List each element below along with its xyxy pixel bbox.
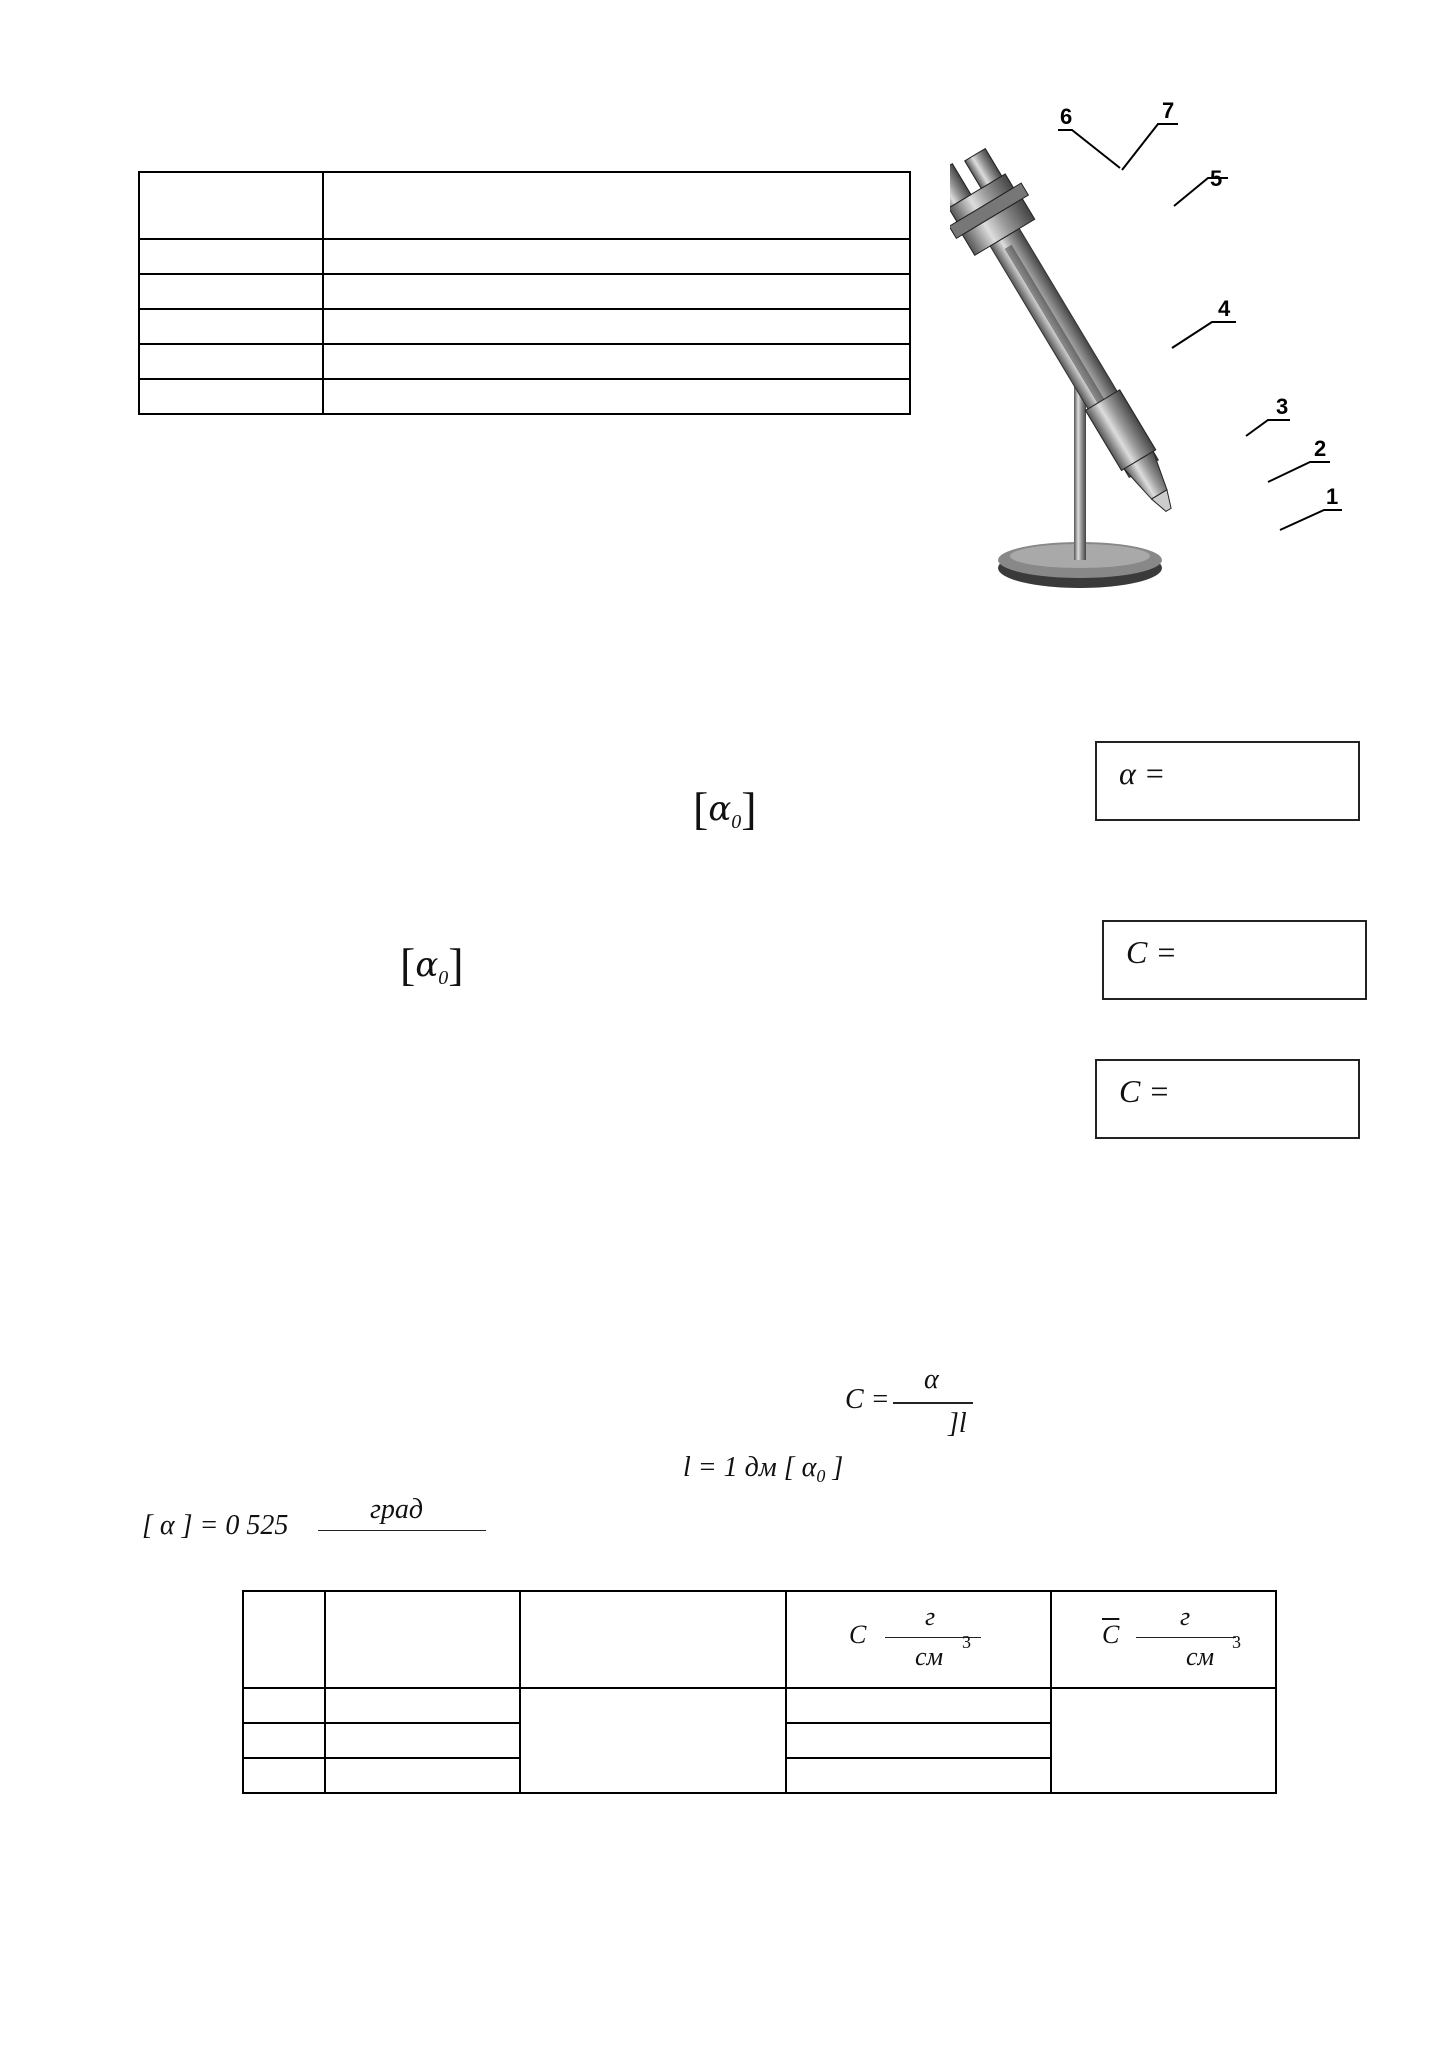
table-cell <box>786 1758 1051 1793</box>
header-cell-mean-concentration: $\overline{C}$ г см 3 <box>1051 1591 1276 1688</box>
header-cell <box>325 1591 520 1688</box>
concentration-answer-box-1[interactable] <box>1102 920 1367 1000</box>
header-cell <box>243 1591 325 1688</box>
table-cell <box>325 1758 520 1793</box>
table-cell <box>139 379 323 414</box>
header-cell <box>520 1591 786 1688</box>
callout-6: 6 <box>1060 104 1073 129</box>
formula-numerator: α <box>924 1364 939 1395</box>
table-cell <box>323 172 910 239</box>
callout-4: 4 <box>1218 296 1231 321</box>
polarimeter-illustration <box>950 90 1370 610</box>
header-cell-concentration: C г см 3 <box>786 1591 1051 1688</box>
table-cell <box>325 1723 520 1758</box>
table-cell <box>139 274 323 309</box>
table-cell <box>323 344 910 379</box>
table-cell-merged <box>1051 1688 1276 1793</box>
specific-rotation-symbol-2: $[\alpha_0]$ <box>400 939 464 990</box>
table-cell <box>323 379 910 414</box>
table-cell <box>139 172 323 239</box>
alpha-label: α = <box>1119 755 1166 791</box>
table-cell-merged <box>520 1688 786 1793</box>
table-cell <box>323 274 910 309</box>
specific-rotation-value: [ α ] = 0 525 <box>142 1510 289 1541</box>
callout-3: 3 <box>1276 394 1289 419</box>
table-cell <box>786 1723 1051 1758</box>
path-length-line: l = 1 дм [ $\alpha_0$ ] <box>683 1452 844 1486</box>
c-label-1: C = <box>1126 934 1177 970</box>
specific-rotation-symbol-1: $[\alpha_0]$ <box>693 783 757 834</box>
callout-2: 2 <box>1314 436 1327 461</box>
callout-1: 1 <box>1326 484 1339 509</box>
alpha-answer-box[interactable] <box>1095 741 1360 821</box>
table-cell <box>325 1688 520 1723</box>
table-cell <box>243 1688 325 1723</box>
results-table <box>242 1590 1277 1794</box>
callout-7: 7 <box>1162 98 1175 123</box>
table-cell <box>243 1758 325 1793</box>
table-cell <box>139 309 323 344</box>
table-cell <box>323 239 910 274</box>
table-cell <box>323 309 910 344</box>
table-cell <box>139 239 323 274</box>
table-cell <box>243 1723 325 1758</box>
unit-fraction-line <box>318 1530 486 1531</box>
formula-fraction-line <box>893 1402 973 1404</box>
concentration-answer-box-2[interactable] <box>1095 1059 1360 1139</box>
formula-denominator: ]l <box>948 1408 967 1439</box>
callout-5: 5 <box>1210 166 1223 191</box>
specific-rotation-unit: град <box>370 1494 424 1525</box>
table-cell <box>139 344 323 379</box>
apparatus-parts-table <box>138 171 911 415</box>
table-cell <box>786 1688 1051 1723</box>
c-label-2: C = <box>1119 1073 1170 1109</box>
formula-c-equals: C = <box>845 1384 890 1415</box>
